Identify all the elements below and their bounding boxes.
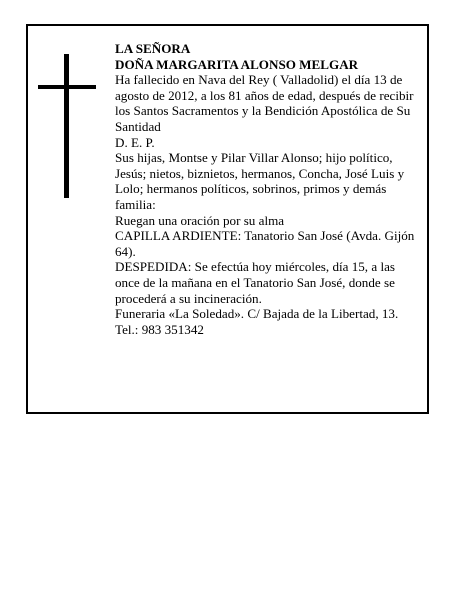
cross-icon — [38, 54, 96, 198]
family-list: Sus hijas, Montse y Pilar Villar Alonso; hijo político, Jesús; nietos, biznietos, hermanos, Concha, José Luis y Lolo; hermanos políticos, sobrinos, primos y demás familia: — [115, 150, 405, 212]
dep-line: D. E. P. — [115, 134, 155, 150]
obituary-notice — [26, 24, 429, 414]
death-announcement: Ha fallecido en Nava del Rey ( Valladolid) el día 13 de agosto de 2012, a los 81 años de edad, después de recibir los Santos Sacramentos y la Bendición Apostólica de Su Santidad — [115, 72, 414, 134]
cross-horizontal-bar — [38, 85, 96, 89]
funeral-home-info: Funeraria «La Soledad». C/ Bajada de la Libertad, 13. Tel.: 983 351342 — [115, 306, 399, 337]
chapel-info: CAPILLA ARDIENTE: Tanatorio San José (Avda. Gijón 64). — [115, 228, 415, 259]
farewell-info: DESPEDIDA: Se efectúa hoy miércoles, día 15, a las once de la mañana en el Tanatorio San José, donde se procederá a su incineración. — [115, 259, 395, 306]
notice-heading: LA SEÑORA — [115, 41, 191, 56]
obituary-text — [115, 41, 421, 337]
deceased-name: DOÑA MARGARITA ALONSO MELGAR — [115, 56, 359, 72]
prayer-request: Ruegan una oración por su alma — [115, 212, 285, 228]
cross-vertical-bar — [64, 54, 69, 198]
